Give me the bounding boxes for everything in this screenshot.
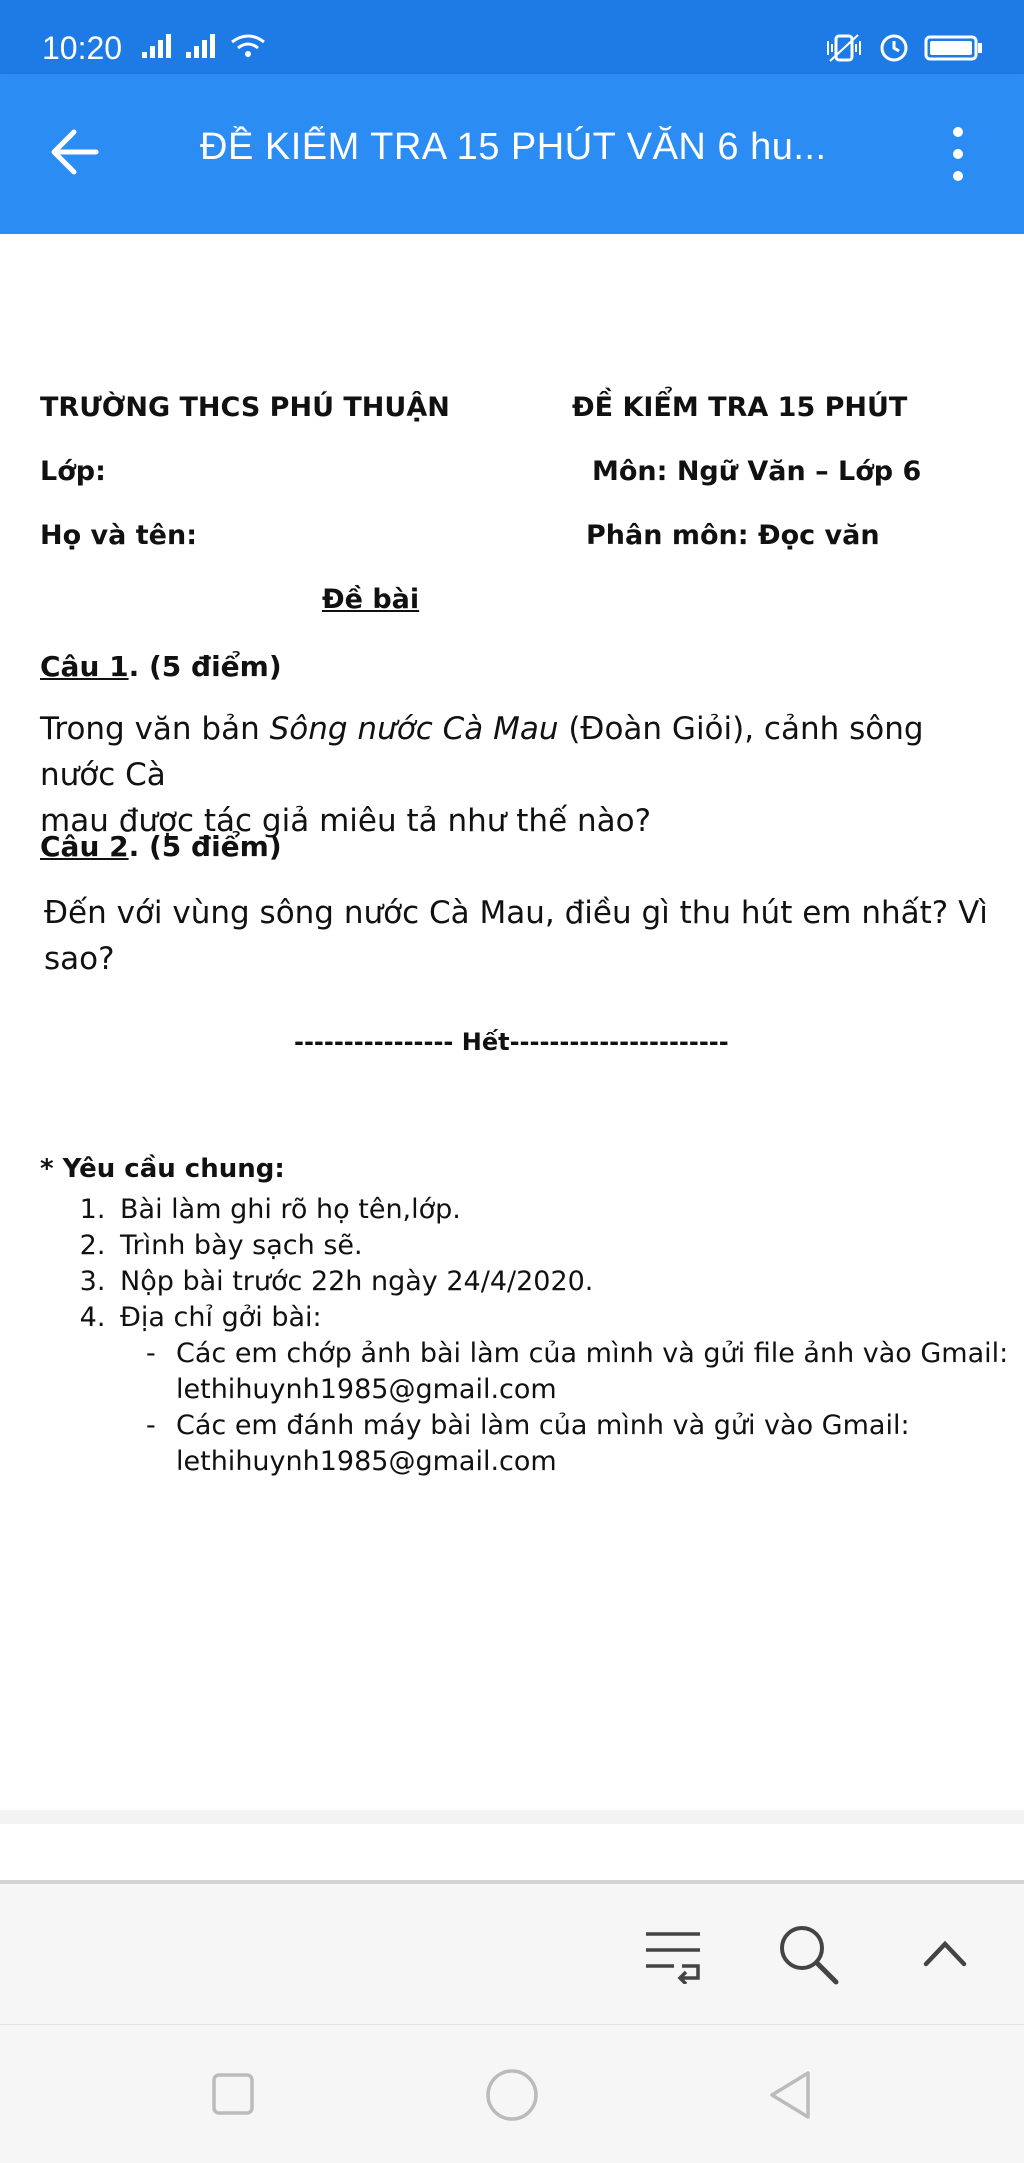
exam-title: ĐỀ KIỂM TRA 15 PHÚT — [572, 392, 908, 423]
q1-text-line2: mau được tác giả miêu tả như thế nào? — [40, 803, 652, 839]
status-time: 10:20 — [42, 30, 123, 66]
email-address: lethihuynh1985@gmail.com — [176, 1374, 557, 1405]
wifi-icon — [228, 32, 268, 62]
name-label: Họ và tên: — [40, 520, 198, 551]
search-icon[interactable] — [776, 1922, 840, 1986]
sub-list-item — [146, 1336, 1008, 1408]
q1-text-part: Trong văn bản — [40, 711, 270, 747]
page-separator — [0, 1810, 1024, 1824]
app-bar — [0, 74, 1024, 234]
sub-item-text: Các em đánh máy bài làm của mình và gửi vào Gmail: — [176, 1410, 910, 1441]
school-name: TRƯỜNG THCS PHÚ THUẬN — [40, 392, 450, 423]
navigation-bar — [0, 2024, 1024, 2163]
signal-icon — [140, 34, 180, 60]
q1-text-part: (Đoàn Giỏi), cảnh sông nước Cà — [40, 711, 924, 793]
status-right-icons — [824, 32, 984, 64]
battery-icon — [924, 33, 984, 63]
home-icon[interactable] — [484, 2067, 540, 2123]
arrow-left-icon[interactable] — [46, 122, 106, 182]
section-label: Phân môn: Đọc văn — [586, 520, 880, 551]
question-2-label: Câu 2 — [40, 830, 129, 863]
subject-label: Môn: Ngữ Văn – Lớp 6 — [592, 456, 922, 487]
question-1-header — [40, 650, 282, 683]
heading: Đề bài — [322, 584, 420, 615]
question-1-label: Câu 1 — [40, 650, 129, 683]
q1-text-italic: Sông nước Cà Mau — [269, 711, 559, 747]
bottom-toolbar — [0, 1884, 1024, 2024]
question-1-points: . (5 điểm) — [128, 650, 282, 683]
list-item: 2. Trình bày sạch sẽ. — [114, 1228, 1008, 1264]
requirements-title: * Yêu cầu chung: — [40, 1154, 285, 1184]
email-address: lethihuynh1985@gmail.com — [176, 1446, 557, 1477]
class-label: Lớp: — [40, 456, 106, 487]
alarm-icon — [878, 32, 910, 64]
more-vertical-icon[interactable] — [948, 124, 968, 184]
sub-item-text: Các em chớp ảnh bài làm của mình và gửi file ảnh vào Gmail: — [176, 1338, 1009, 1369]
end-marker: ---------------- Hết---------------------- — [294, 1028, 729, 1056]
back-triangle-icon[interactable] — [766, 2069, 816, 2121]
reflow-icon[interactable] — [640, 1926, 706, 1984]
sub-list-item — [146, 1408, 1008, 1480]
document-page — [0, 234, 1024, 1810]
list-item — [114, 1300, 1008, 1480]
requirements-list — [74, 1192, 1008, 1480]
list-item: 3. Nộp bài trước 22h ngày 24/4/2020. — [114, 1264, 1008, 1300]
chevron-up-icon[interactable] — [920, 1934, 970, 1974]
signal-icon — [184, 34, 224, 60]
list-item: 1. Bài làm ghi rõ họ tên,lớp. — [114, 1192, 1008, 1228]
list-item-text: Địa chỉ gởi bài: — [120, 1302, 322, 1333]
vibrate-icon — [824, 33, 864, 63]
question-2-points: . (5 điểm) — [128, 830, 282, 863]
page-title: ĐỀ KIỂM TRA 15 PHÚT VĂN 6 hu... — [200, 126, 827, 168]
status-bar — [0, 0, 1024, 74]
question-2-header — [40, 830, 282, 863]
question-2-text: Đến với vùng sông nước Cà Mau, điều gì thu hút em nhất? Vì sao? — [44, 895, 988, 977]
question-1-text — [40, 706, 1000, 844]
sub-list — [120, 1336, 1008, 1480]
recent-apps-icon[interactable] — [210, 2071, 256, 2117]
